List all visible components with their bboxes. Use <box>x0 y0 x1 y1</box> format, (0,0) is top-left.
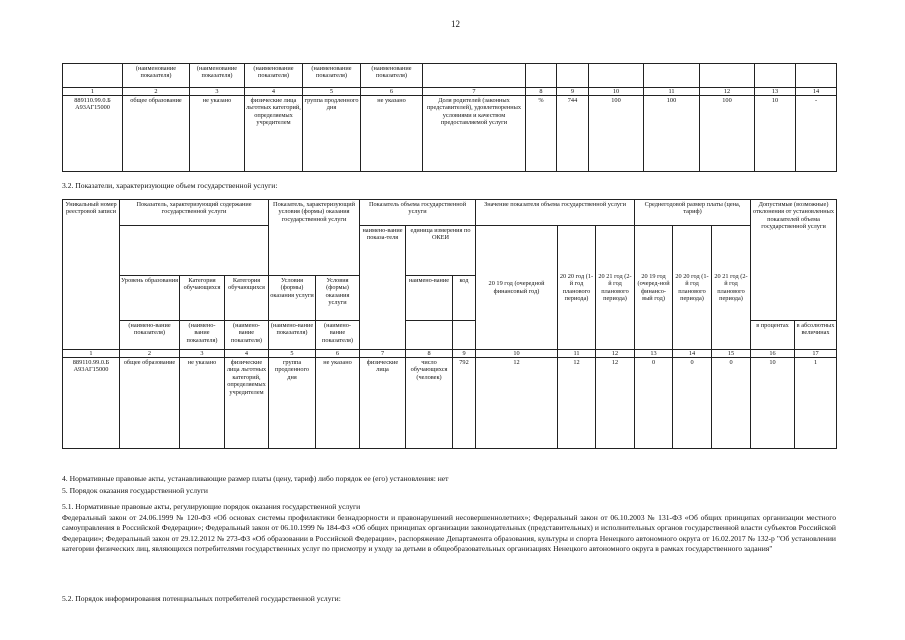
column-number: 17 <box>795 350 837 358</box>
column-number: 6 <box>361 88 423 96</box>
table-cell: 792 <box>453 358 476 449</box>
column-number: 2 <box>123 88 190 96</box>
header-cell: (наименование показателя) <box>361 64 423 88</box>
table-cell: физические лица <box>360 358 406 449</box>
column-number: 5 <box>303 88 361 96</box>
table-cell: не указано <box>190 96 245 172</box>
header-cell: (наименование показателя) <box>245 64 303 88</box>
table-cell: 1 <box>795 358 837 449</box>
column-number: 8 <box>526 88 557 96</box>
table-cell: группа продленного дня <box>303 96 361 172</box>
column-number: 16 <box>751 350 795 358</box>
header-unit-code: код <box>453 276 476 321</box>
header-year-cell: 20 21 год (2-й год планового периода) <box>596 226 635 350</box>
column-number: 7 <box>360 350 406 358</box>
column-number: 8 <box>406 350 453 358</box>
table-row <box>63 96 837 172</box>
quality-indicators-table <box>62 63 837 172</box>
table-cell: 0 <box>635 358 673 449</box>
paragraph-5-2: 5.2. Порядок информирования потенциальных потребителей государственной услуги: <box>62 594 341 603</box>
column-number: 11 <box>644 88 700 96</box>
table-cell: 100 <box>700 96 755 172</box>
table-cell: общее образование <box>123 96 190 172</box>
table-cell: 10 <box>755 96 796 172</box>
column-number: 12 <box>700 88 755 96</box>
header-unit-name: наимено-вание <box>406 276 453 321</box>
header-cell: (наимено-вание показателя) <box>120 321 180 350</box>
paragraph-4: 4. Нормативные правовые акты, устанавливающие размер платы (цену, тариф) либо порядок ее (его) установления: нет <box>62 474 449 483</box>
header-unit: единица измерения по ОКЕИ <box>406 226 476 276</box>
paragraph-5: 5. Порядок оказания государственной услуги <box>62 486 208 495</box>
table-row <box>63 226 837 276</box>
paragraph-5-1-body: Федеральный закон от 24.06.1999 № 120-ФЗ «Об основах системы профилактики безнадзорности и правонарушений несовершеннолетних»; Федеральный закон от 06.10.2003 № 131-ФЗ «Об общих принципах организации местного самоуправления в Российской Федерации»; Федеральный закон от 06.10.1999 № 184-ФЗ «Об общих принципах организации законодательных (представительных) и исполнительных органов государственной власти субъектов Российской Федерации»; Федеральный закон от 29.12.2012 № 273-ФЗ «Об образовании в Российской Федерации», распоряжение Департамента образования, культуры и спорта Ненецкого автономного округа от 16.02.2017 № 132-р "Об установлении категории физических лиц, являющихся потребителями государственных услуг по присмотру и уходу за детьми в общеобразовательных организациях Ненецкого автономного округа в рамках государственного задания" <box>62 513 836 554</box>
table-cell: 12 <box>476 358 558 449</box>
table-cell: - <box>796 96 837 172</box>
page-number: 12 <box>451 19 460 29</box>
column-number: 14 <box>796 88 837 96</box>
header-dev-percent: в процентах <box>751 321 795 350</box>
header-year-cell: 20 19 год (очередной финансовый год) <box>476 226 558 350</box>
table-cell: число обучающихся (человек) <box>406 358 453 449</box>
header-indicator-name: наимено-вание показа-теля <box>360 226 406 350</box>
table-cell: 12 <box>558 358 596 449</box>
column-number: 3 <box>180 350 225 358</box>
table-cell: % <box>526 96 557 172</box>
header-year-cell: 20 19 год (очеред-ной финансо-вый год) <box>635 226 673 350</box>
header-conditions: Показатель, характеризующий условия (формы) оказания государственной услуги <box>269 200 360 276</box>
header-value: Значение показателя объема государственной услуги <box>476 200 635 226</box>
header-cell: (наимено-вание показателя) <box>225 321 269 350</box>
header-cell: (наимено-вание показателя) <box>180 321 225 350</box>
table-row <box>63 64 837 88</box>
column-number: 7 <box>423 88 526 96</box>
column-number: 2 <box>120 350 180 358</box>
column-number: 13 <box>635 350 673 358</box>
header-year-cell: 20 20 год (1-й год планового периода) <box>673 226 712 350</box>
column-number: 10 <box>476 350 558 358</box>
table-cell: не указано <box>180 358 225 449</box>
header-year-cell: 20 20 год (1-й год планового периода) <box>558 226 596 350</box>
column-number: 9 <box>453 350 476 358</box>
column-number: 13 <box>755 88 796 96</box>
table-cell: 889110.99.0.Б А93АГ15000 <box>63 96 123 172</box>
column-number: 3 <box>190 88 245 96</box>
header-cell: (наимено-вание показателя) <box>316 321 360 350</box>
header-cell: (наименование показателя) <box>190 64 245 88</box>
column-numbers-row <box>63 88 837 96</box>
header-cell: Категория обучающихся <box>225 276 269 321</box>
header-cell: Условия (формы) оказания услуги <box>269 276 316 321</box>
column-number: 11 <box>558 350 596 358</box>
table-cell: физические лица льготных категорий, определяемых учредителем <box>245 96 303 172</box>
column-number: 4 <box>245 88 303 96</box>
table-cell: 0 <box>712 358 751 449</box>
column-number: 1 <box>63 88 123 96</box>
column-number: 1 <box>63 350 120 358</box>
section-3-2-title: 3.2. Показатели, характеризующие объем государственной услуги: <box>62 181 278 190</box>
table-cell: 12 <box>596 358 635 449</box>
table-cell: Доля родителей (законных представителей), удовлетворенных условиями и качеством предоставляемой услуги <box>423 96 526 172</box>
table-cell: 100 <box>644 96 700 172</box>
header-fee: Среднегодовой размер платы (цена, тариф) <box>635 200 751 226</box>
table-cell: группа продленного дня <box>269 358 316 449</box>
table-cell: 744 <box>557 96 589 172</box>
table-row <box>63 200 837 226</box>
table-cell: физические лица льготных категорий, определяемых учредителем <box>225 358 269 449</box>
table-cell: не указано <box>361 96 423 172</box>
column-number: 4 <box>225 350 269 358</box>
header-cell: (наименование показателя) <box>123 64 190 88</box>
column-number: 14 <box>673 350 712 358</box>
table-cell: 100 <box>589 96 644 172</box>
table-cell: 0 <box>673 358 712 449</box>
paragraph-5-1-title: 5.1. Нормативные правовые акты, регулирующие порядок оказания государственной услуги <box>62 502 361 511</box>
table-cell: 889110.99.0.Б А93АГ15000 <box>63 358 120 449</box>
header-deviation: Допустимые (возможные) отклонения от установленных показателей объема государственной услуги <box>751 200 837 321</box>
header-cell: Условия (формы) оказания услуги <box>316 276 360 321</box>
column-numbers-row <box>63 350 837 358</box>
header-dev-absolute: в абсолютных величинах <box>795 321 837 350</box>
column-number: 9 <box>557 88 589 96</box>
header-volume: Показатель объема государственной услуги <box>360 200 476 226</box>
table-cell: 10 <box>751 358 795 449</box>
table-row <box>63 358 837 449</box>
header-unique-number: Уникальный номер реестровой записи <box>63 200 120 350</box>
table-cell: не указано <box>316 358 360 449</box>
header-content: Показатель, характеризующий содержание государственной услуги <box>120 200 269 226</box>
header-cell: Уровень образования <box>120 276 180 321</box>
header-year-cell: 20 21 год (2-й год планового периода) <box>712 226 751 350</box>
header-cell: (наимено-вание показателя) <box>269 321 316 350</box>
header-cell: (наименование показателя) <box>303 64 361 88</box>
table-cell: общее образование <box>120 358 180 449</box>
column-number: 12 <box>596 350 635 358</box>
column-number: 15 <box>712 350 751 358</box>
column-number: 10 <box>589 88 644 96</box>
header-cell: Категория обучающихся <box>180 276 225 321</box>
volume-indicators-table <box>62 199 837 449</box>
column-number: 5 <box>269 350 316 358</box>
column-number: 6 <box>316 350 360 358</box>
